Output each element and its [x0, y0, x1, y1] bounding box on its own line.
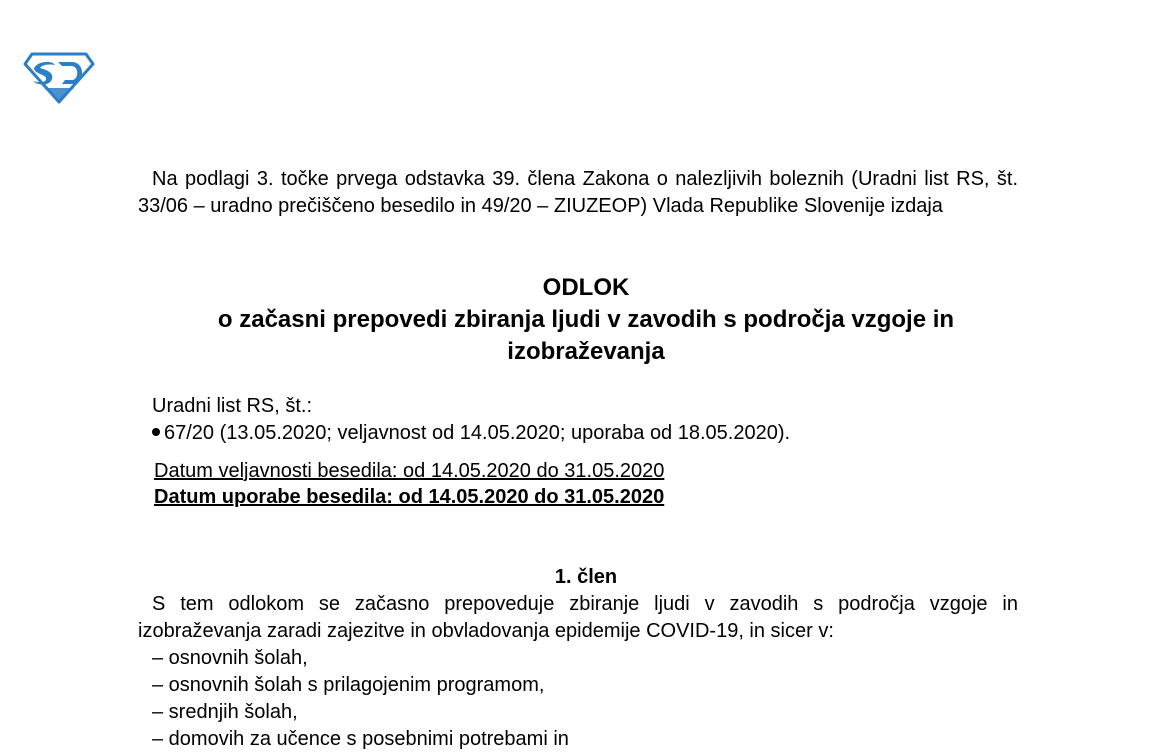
article-heading: 1. člen [554, 566, 618, 588]
validity-date: Datum veljavnosti besedila: od 14.05.2020 do 31.05.2020 [154, 460, 665, 482]
title-heading: ODLOK [542, 274, 630, 301]
bullet-icon [152, 428, 160, 436]
gazette-entry-text: 67/20 (13.05.2020; veljavnost od 14.05.2020; uporaba od 18.05.2020). [164, 422, 791, 444]
intro-paragraph: Na podlagi 3. točke prvega odstavka 39. člena Zakona o nalezljivih boleznih (Uradni list RS, št. 33/06 – uradno prečiščeno besedilo in 49/20 – ZIUZEOP) Vlada Republike Slovenije izdaja [138, 168, 1018, 217]
list-item: – domovih za učence s posebnimi potrebami in [152, 728, 569, 750]
sd-shield-logo-icon [22, 50, 96, 104]
institution-list [152, 645, 569, 753]
usage-date: Datum uporabe besedila: od 14.05.2020 do 31.05.2020 [154, 486, 665, 508]
gazette-entry [152, 420, 790, 447]
article-body: S tem odlokom se začasno prepoveduje zbiranje ljudi v zavodih s področja vzgoje in izobraževanja zaradi zajezitve in obvladovanja epidemije COVID-19, in sicer v: [138, 593, 1018, 642]
list-item: – srednjih šolah, [152, 701, 298, 723]
gazette-label: Uradni list RS, št.: [152, 395, 313, 417]
list-item: – osnovnih šolah s prilagojenim programom, [152, 674, 545, 696]
title-subheading: o začasni prepovedi zbiranja ljudi v zavodih s področja vzgoje in izobraževanja [217, 306, 955, 365]
document-title [138, 272, 1034, 368]
list-item: – osnovnih šolah, [152, 647, 308, 669]
